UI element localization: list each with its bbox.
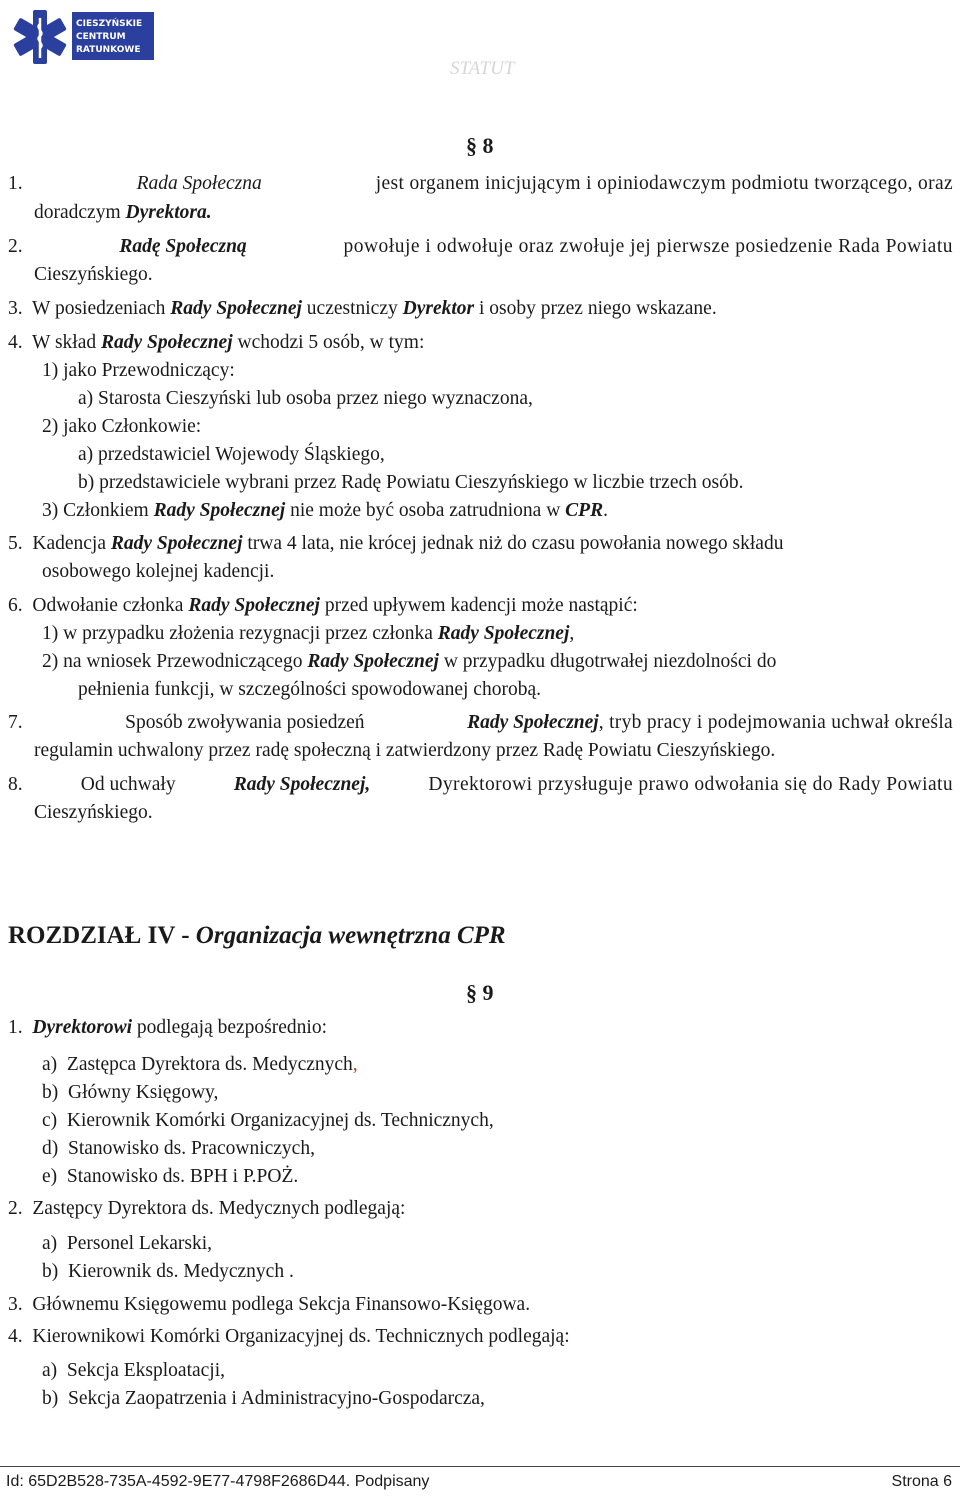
paragraph-9-4: 4. Kierownikowi Komórki Organizacyjnej ds. Technicznych podlegają: [8,1326,570,1347]
logo-image [6,4,156,74]
item-8-6-1: 1) w przypadku złożenia rezygnacji przez członka Rady Społecznej, [42,623,575,644]
item-8-4-1: 1) jako Przewodniczący: [42,360,235,381]
list-item-9-1-a: a) Zastępca Dyrektora ds. Medycznych, [42,1054,358,1075]
document-header-title: STATUT [450,58,515,79]
star-of-life-icon [13,10,67,64]
logo-text-line3: RATUNKOWE [76,45,141,55]
list-item-9-4-a: a) Sekcja Eksploatacji, [42,1360,226,1381]
list-item-9-1-b: b) Główny Księgowy, [42,1082,219,1103]
list-item-9-2-b: b) Kierownik ds. Medycznych . [42,1261,294,1282]
section-8-heading: § 8 [466,133,494,158]
paragraph-8-5-line1: 5. Kadencja Rady Społecznej trwa 4 lata, nie krócej jednak niż do czasu powołania nowego składu [8,533,784,554]
paragraph-9-1: 1. Dyrektorowi podlegają bezpośrednio: [8,1017,327,1038]
logo-text-line2: CENTRUM [76,32,126,42]
item-8-4-2-b: b) przedstawiciele wybrani przez Radę Powiatu Cieszyńskiego w liczbie trzech osób. [78,472,744,493]
paragraph-9-2: 2. Zastępcy Dyrektora ds. Medycznych podlegają: [8,1198,406,1219]
footer-page-number: Strona 6 [891,1473,952,1490]
paragraph-8-1-line2: doradczym Dyrektora. [34,202,212,223]
paragraph-8-5-line2: osobowego kolejnej kadencji. [42,561,275,582]
footer-divider [0,1466,960,1467]
item-8-4-2: 2) jako Członkowie: [42,416,202,437]
logo-text-line1: CIESZYŃSKIE [76,19,143,29]
paragraph-8-7-line1: 7. Sposób zwoływania posiedzeń Rady Społecznej, tryb pracy i podejmowania uchwał określa [8,712,953,733]
list-item-9-1-e: e) Stanowisko ds. BPH i P.POŻ. [42,1166,299,1187]
item-8-4-1-a: a) Starosta Cieszyński lub osoba przez niego wyznaczona, [78,388,533,409]
item-8-4-2-a: a) przedstawiciel Wojewody Śląskiego, [78,444,385,465]
paragraph-8-7-line2: regulamin uchwalony przez radę społeczną i zatwierdzony przez Radę Powiatu Cieszyńskiego. [34,740,776,761]
paragraph-8-1-line1: 1. Rada Społeczna jest organem inicjującym i opiniodawczym podmiotu tworzącego, oraz [8,173,953,194]
list-item-9-1-d: d) Stanowisko ds. Pracowniczych, [42,1138,315,1159]
item-8-4-3: 3) Członkiem Rady Społecznej nie może być osoba zatrudniona w CPR. [42,500,608,521]
item-8-6-2-line1: 2) na wniosek Przewodniczącego Rady Społecznej w przypadku długotrwałej niezdolności do [42,651,777,672]
paragraph-8-3: 3. W posiedzeniach Rady Społecznej uczestniczy Dyrektor i osoby przez niego wskazane. [8,298,717,319]
footer-document-id: Id: 65D2B528-735A-4592-9E77-4798F2686D44. Podpisany [6,1473,430,1490]
paragraph-8-8-line1: 8. Od uchwały Rady Społecznej, Dyrektorowi przysługuje prawo odwołania się do Rady Powiatu [8,774,953,795]
paragraph-8-8-line2: Cieszyńskiego. [34,802,153,823]
list-item-9-2-a: a) Personel Lekarski, [42,1233,213,1254]
paragraph-9-3: 3. Głównemu Księgowemu podlega Sekcja Finansowo-Księgowa. [8,1294,531,1315]
paragraph-8-4: 4. W skład Rady Społecznej wchodzi 5 osób, w tym: [8,332,425,353]
paragraph-8-2-line2: Cieszyńskiego. [34,264,153,285]
list-item-9-1-c: c) Kierownik Komórki Organizacyjnej ds. Technicznych, [42,1110,494,1131]
paragraph-8-6: 6. Odwołanie członka Rady Społecznej przed upływem kadencji może nastąpić: [8,595,638,616]
section-9-heading: § 9 [466,980,494,1005]
chapter-heading: ROZDZIAŁ IV - Organizacja wewnętrzna CPR [8,922,506,949]
item-8-6-2-line2: pełnienia funkcji, w szczególności spowodowanej chorobą. [78,679,541,700]
list-item-9-4-b: b) Sekcja Zaopatrzenia i Administracyjno-Gospodarcza, [42,1388,485,1409]
paragraph-8-2-line1: 2. Radę Społeczną powołuje i odwołuje oraz zwołuje jej pierwsze posiedzenie Rada Powiatu [8,236,953,257]
